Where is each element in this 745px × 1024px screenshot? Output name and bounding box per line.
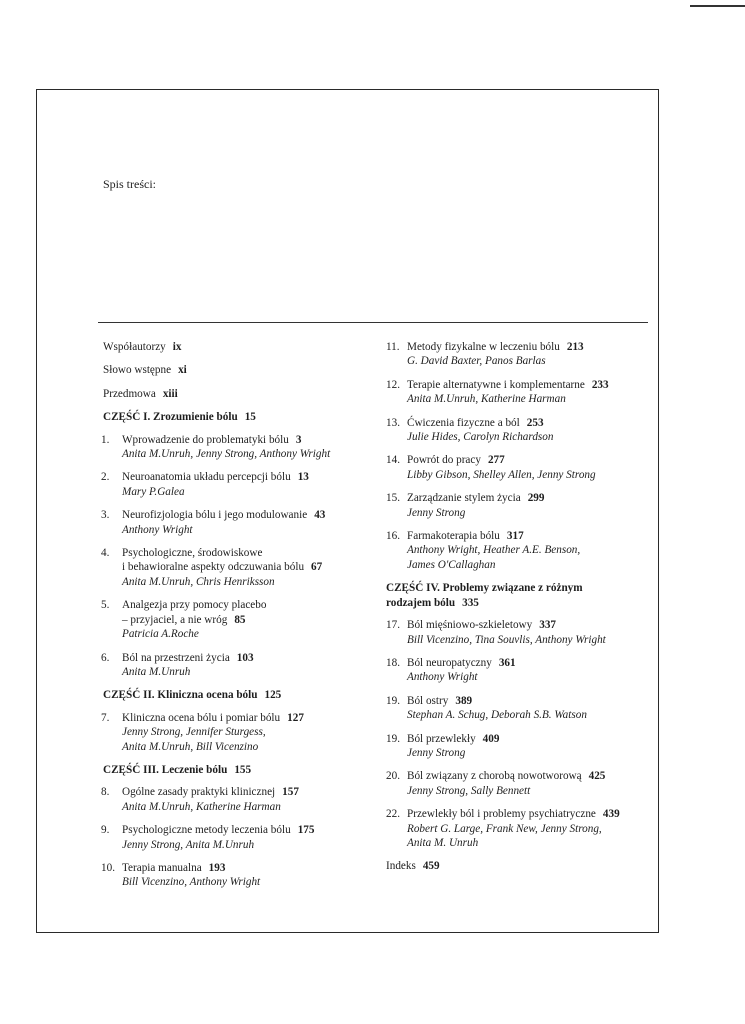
- chapter-entry: [386, 732, 648, 761]
- part-heading: [103, 763, 365, 777]
- toc-item: [103, 387, 365, 401]
- chapter-authors: Anthony Wright: [122, 523, 193, 536]
- chapter-entry: [386, 694, 648, 723]
- chapter-entry: [103, 785, 365, 814]
- chapter-body: [407, 807, 648, 850]
- chapter-entry: [103, 861, 365, 890]
- page-number: ix: [172, 341, 182, 353]
- chapter-number: 5.: [101, 599, 110, 612]
- chapter-body: [407, 656, 648, 685]
- chapter-body: [122, 508, 365, 537]
- page-number: 175: [297, 824, 315, 837]
- chapter-number: 12.: [386, 378, 400, 391]
- page-number: 193: [208, 861, 226, 874]
- chapter-number: 9.: [101, 824, 110, 837]
- chapter-title-line: Ćwiczenia fizyczne a ból 253: [407, 416, 544, 429]
- chapter-number: 18.: [386, 656, 400, 669]
- chapter-number: 6.: [101, 651, 110, 664]
- page-number: 85: [234, 613, 246, 626]
- chapter-authors: Mary P.Galea: [122, 485, 185, 498]
- page-number: 43: [314, 509, 326, 522]
- chapter-title-line: Terapie alternatywne i komplementarne 233: [407, 378, 609, 391]
- chapter-entry: [386, 529, 648, 572]
- page-number: 317: [506, 530, 524, 543]
- chapter-body: [122, 861, 365, 890]
- toc-left-column: [103, 340, 365, 899]
- chapter-entry: [103, 433, 365, 462]
- chapter-entry: [386, 416, 648, 445]
- part-title-line: rodzajem bólu 335: [386, 596, 479, 609]
- chapter-title-line: Farmakoterapia bólu 317: [407, 530, 524, 543]
- chapter-authors: G. David Baxter, Panos Barlas: [407, 355, 546, 368]
- chapter-title-line: – przyjaciel, a nie wróg 85: [122, 613, 246, 626]
- chapter-authors: Libby Gibson, Shelley Allen, Jenny Strong: [407, 468, 596, 481]
- chapter-body: [407, 491, 648, 520]
- item-title: Słowo wstępne: [103, 364, 172, 377]
- part-heading: [386, 581, 648, 610]
- chapter-authors: Jenny Strong, Jennifer Sturgess,: [122, 726, 266, 739]
- chapter-authors: Anita M.Unruh: [122, 665, 191, 678]
- chapter-title-line: Ból ostry 389: [407, 694, 473, 707]
- chapter-number: 7.: [101, 711, 110, 724]
- chapter-body: [407, 378, 648, 407]
- chapter-number: 22.: [386, 808, 400, 821]
- chapter-authors: Bill Vicenzino, Tina Souvlis, Anthony Wright: [407, 633, 606, 646]
- chapter-entry: [103, 546, 365, 589]
- chapter-authors: Patricia A.Roche: [122, 628, 199, 641]
- page-number: 125: [264, 689, 282, 702]
- chapter-title-line: Ogólne zasady praktyki klinicznej 157: [122, 786, 299, 799]
- chapter-body: [122, 785, 365, 814]
- chapter-authors: Jenny Strong, Anita M.Unruh: [122, 838, 255, 851]
- chapter-authors: Jenny Strong: [407, 506, 466, 519]
- chapter-body: [407, 732, 648, 761]
- chapter-body: [407, 416, 648, 445]
- chapter-authors: Anita M. Unruh: [407, 836, 479, 849]
- chapter-title-line: Metody fizykalne w leczeniu bólu 213: [407, 341, 584, 353]
- chapter-authors: Jenny Strong, Sally Bennett: [407, 784, 531, 797]
- chapter-title-line: Wprowadzenie do problematyki bólu 3: [122, 433, 302, 446]
- chapter-entry: [103, 508, 365, 537]
- chapter-title-line: Ból neuropatyczny 361: [407, 656, 516, 669]
- chapter-entry: [386, 769, 648, 798]
- chapter-body: [407, 769, 648, 798]
- chapter-title-line: Ból mięśniowo-szkieletowy 337: [407, 619, 557, 632]
- chapter-body: [407, 694, 648, 723]
- chapter-number: 1.: [101, 433, 110, 446]
- chapter-number: 15.: [386, 492, 400, 505]
- chapter-entry: [103, 651, 365, 680]
- chapter-entry: [103, 823, 365, 852]
- part-title-line: CZĘŚĆ I. Zrozumienie bólu 15: [103, 411, 256, 424]
- chapter-body: [122, 546, 365, 589]
- part-title-line: CZĘŚĆ III. Leczenie bólu 155: [103, 763, 252, 776]
- page-number: 299: [527, 492, 545, 505]
- page-number: 15: [244, 411, 256, 424]
- item-title: Współautorzy: [103, 341, 166, 353]
- page-number: 335: [462, 596, 479, 609]
- chapter-body: [122, 598, 365, 641]
- chapter-entry: [103, 598, 365, 641]
- chapter-body: [122, 470, 365, 499]
- chapter-title-line: Neuroanatomia układu percepcji bólu 13: [122, 471, 309, 484]
- chapter-entry: [386, 453, 648, 482]
- page-number: 155: [234, 763, 252, 776]
- chapter-title-line: Ból na przestrzeni życia 103: [122, 651, 254, 664]
- chapter-body: [122, 651, 365, 680]
- chapter-entry: [386, 491, 648, 520]
- page-number: xiii: [162, 387, 178, 400]
- page-number: 277: [487, 454, 505, 467]
- toc-item: [103, 363, 365, 377]
- toc-right-column: [386, 340, 648, 883]
- chapter-authors: Anita M.Unruh, Chris Henriksson: [122, 575, 275, 588]
- page-number: 103: [236, 651, 254, 664]
- chapter-title-line: Ból przewlekły 409: [407, 732, 500, 745]
- chapter-title-line: Powrót do pracy 277: [407, 454, 505, 467]
- chapter-number: 3.: [101, 509, 110, 522]
- chapter-number: 16.: [386, 530, 400, 543]
- chapter-title-line: i behawioralne aspekty odczuwania bólu 67: [122, 561, 323, 574]
- page-number: 253: [526, 416, 544, 429]
- page-number: 67: [311, 561, 323, 574]
- part-title-line: CZĘŚĆ II. Kliniczna ocena bólu 125: [103, 689, 282, 702]
- chapter-authors: James O'Callaghan: [407, 558, 496, 571]
- chapter-authors: Stephan A. Schug, Deborah S.B. Watson: [407, 709, 587, 722]
- chapter-entry: [386, 618, 648, 647]
- page-number: 3: [295, 433, 302, 446]
- chapter-authors: Jenny Strong: [407, 746, 466, 759]
- page-number: 233: [591, 378, 609, 391]
- chapter-entry: [386, 656, 648, 685]
- chapter-body: [122, 433, 365, 462]
- chapter-number: 19.: [386, 732, 400, 745]
- page-number: 439: [602, 808, 620, 821]
- chapter-authors: Julie Hides, Carolyn Richardson: [407, 431, 554, 444]
- part-heading: [103, 410, 365, 424]
- page-number: 13: [297, 471, 309, 484]
- chapter-number: 20.: [386, 770, 400, 783]
- chapter-number: 4.: [101, 547, 110, 560]
- chapter-number: 19.: [386, 694, 400, 707]
- chapter-body: [407, 340, 648, 369]
- chapter-title-line: Zarządzanie stylem życia 299: [407, 492, 545, 505]
- item-title: Przedmowa: [103, 387, 156, 400]
- chapter-number: 17.: [386, 619, 400, 632]
- chapter-body: [122, 823, 365, 852]
- page-number: 459: [422, 860, 440, 873]
- page-number: 425: [588, 770, 606, 783]
- chapter-number: 2.: [101, 471, 110, 484]
- chapter-title-line: Ból związany z chorobą nowotworową 425: [407, 770, 606, 783]
- horizontal-rule: [98, 322, 648, 323]
- page-number: 157: [282, 786, 299, 799]
- chapter-entry: [103, 711, 365, 754]
- chapter-title-line: Neurofizjologia bólu i jego modulowanie 43: [122, 509, 326, 522]
- chapter-title-line: Kliniczna ocena bólu i pomiar bólu 127: [122, 711, 304, 724]
- chapter-authors: Anita M.Unruh, Jenny Strong, Anthony Wright: [122, 448, 331, 461]
- chapter-body: [407, 618, 648, 647]
- page-number: 337: [539, 619, 557, 632]
- part-heading: [103, 688, 365, 702]
- toc-item: [386, 859, 648, 873]
- page-number: 213: [566, 341, 584, 353]
- page-number: 409: [482, 732, 500, 745]
- chapter-body: [407, 529, 648, 572]
- chapter-number: 14.: [386, 454, 400, 467]
- toc-item: [103, 340, 365, 354]
- chapter-number: 13.: [386, 416, 400, 429]
- chapter-authors: Bill Vicenzino, Anthony Wright: [122, 876, 261, 889]
- chapter-authors: Anita M.Unruh, Bill Vicenzino: [122, 740, 259, 753]
- item-title: Indeks: [386, 860, 416, 873]
- page-number: 361: [498, 656, 516, 669]
- page-number: 127: [287, 711, 304, 724]
- chapter-title-line: Analgezja przy pomocy placebo: [122, 599, 267, 612]
- page-number: xi: [178, 364, 187, 377]
- chapter-entry: [386, 807, 648, 850]
- chapter-title-line: Psychologiczne, środowiskowe: [122, 547, 263, 560]
- page-number: 389: [455, 694, 473, 707]
- chapter-number: 10.: [101, 861, 115, 874]
- chapter-entry: [103, 470, 365, 499]
- chapter-entry: [386, 340, 648, 369]
- chapter-title-line: Psychologiczne metody leczenia bólu 175: [122, 824, 315, 837]
- chapter-number: 11.: [386, 341, 400, 353]
- chapter-number: 8.: [101, 786, 110, 799]
- chapter-authors: Anthony Wright: [407, 671, 478, 684]
- chapter-body: [122, 711, 365, 754]
- part-title-line: CZĘŚĆ IV. Problemy związane z różnym: [386, 582, 583, 595]
- chapter-entry: [386, 378, 648, 407]
- chapter-title-line: Przewlekły ból i problemy psychiatryczne 439: [407, 808, 620, 821]
- chapter-authors: Anita M.Unruh, Katherine Harman: [407, 393, 566, 406]
- scan-edge-mark: [690, 5, 745, 7]
- chapter-title-line: Terapia manualna 193: [122, 861, 226, 874]
- toc-heading: Spis treści:: [103, 177, 156, 191]
- chapter-authors: Anthony Wright, Heather A.E. Benson,: [407, 544, 581, 557]
- chapter-body: [407, 453, 648, 482]
- chapter-authors: Anita M.Unruh, Katherine Harman: [122, 800, 281, 813]
- chapter-authors: Robert G. Large, Frank New, Jenny Strong,: [407, 822, 602, 835]
